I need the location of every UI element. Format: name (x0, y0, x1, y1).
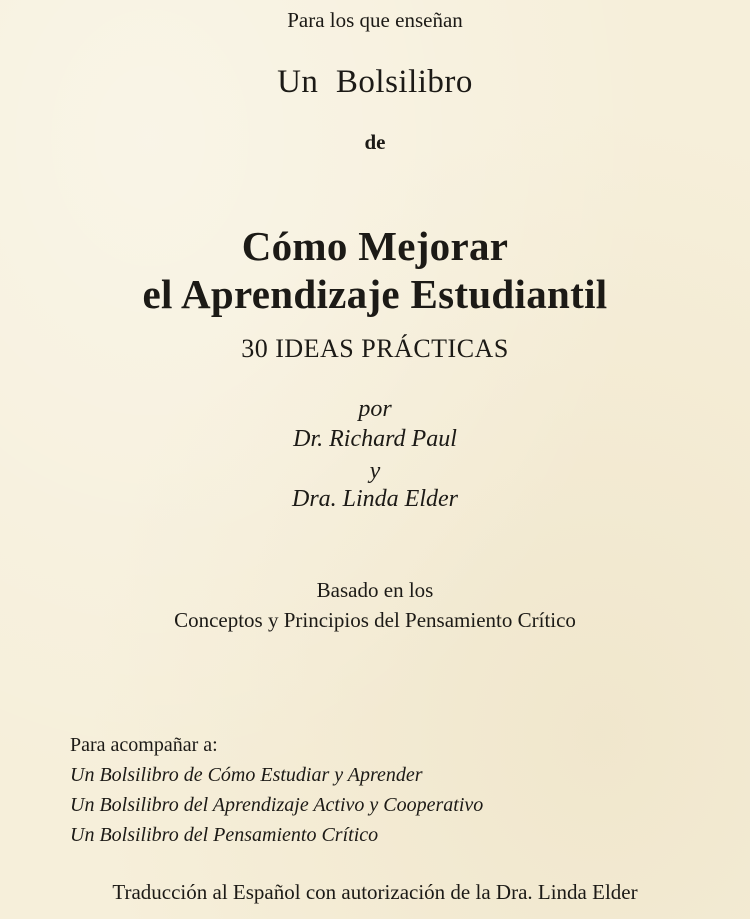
author-richard-paul: Dr. Richard Paul (293, 426, 457, 452)
authors-by: por (358, 396, 392, 422)
book-subtitle: 30 IDEAS PRÁCTICAS (241, 334, 509, 363)
series-title: Un Bolsilibro (277, 64, 473, 100)
companion-heading: Para acompañar a: (70, 734, 218, 756)
basis-line-2: Conceptos y Principios del Pensamiento Crítico (174, 608, 576, 632)
companion-item: Un Bolsilibro de Cómo Estudiar y Aprender (70, 764, 423, 786)
authors-and: y (369, 458, 381, 484)
companion-item: Un Bolsilibro del Pensamiento Crítico (70, 824, 379, 846)
book-title-line-1: Cómo Mejorar (241, 223, 509, 269)
companion-item: Un Bolsilibro del Aprendizaje Activo y Cooperativo (70, 794, 484, 816)
companion-list (70, 730, 710, 850)
basis-line-1: Basado en los (316, 578, 434, 602)
translation-note: Traducción al Español con autorización de la Dra. Linda Elder (112, 880, 638, 904)
author-linda-elder: Dra. Linda Elder (291, 486, 458, 512)
book-title-line-2: el Aprendizaje Estudiantil (142, 271, 608, 317)
series-connector: de (364, 130, 386, 154)
header-subtitle: Para los que enseñan (287, 8, 463, 32)
